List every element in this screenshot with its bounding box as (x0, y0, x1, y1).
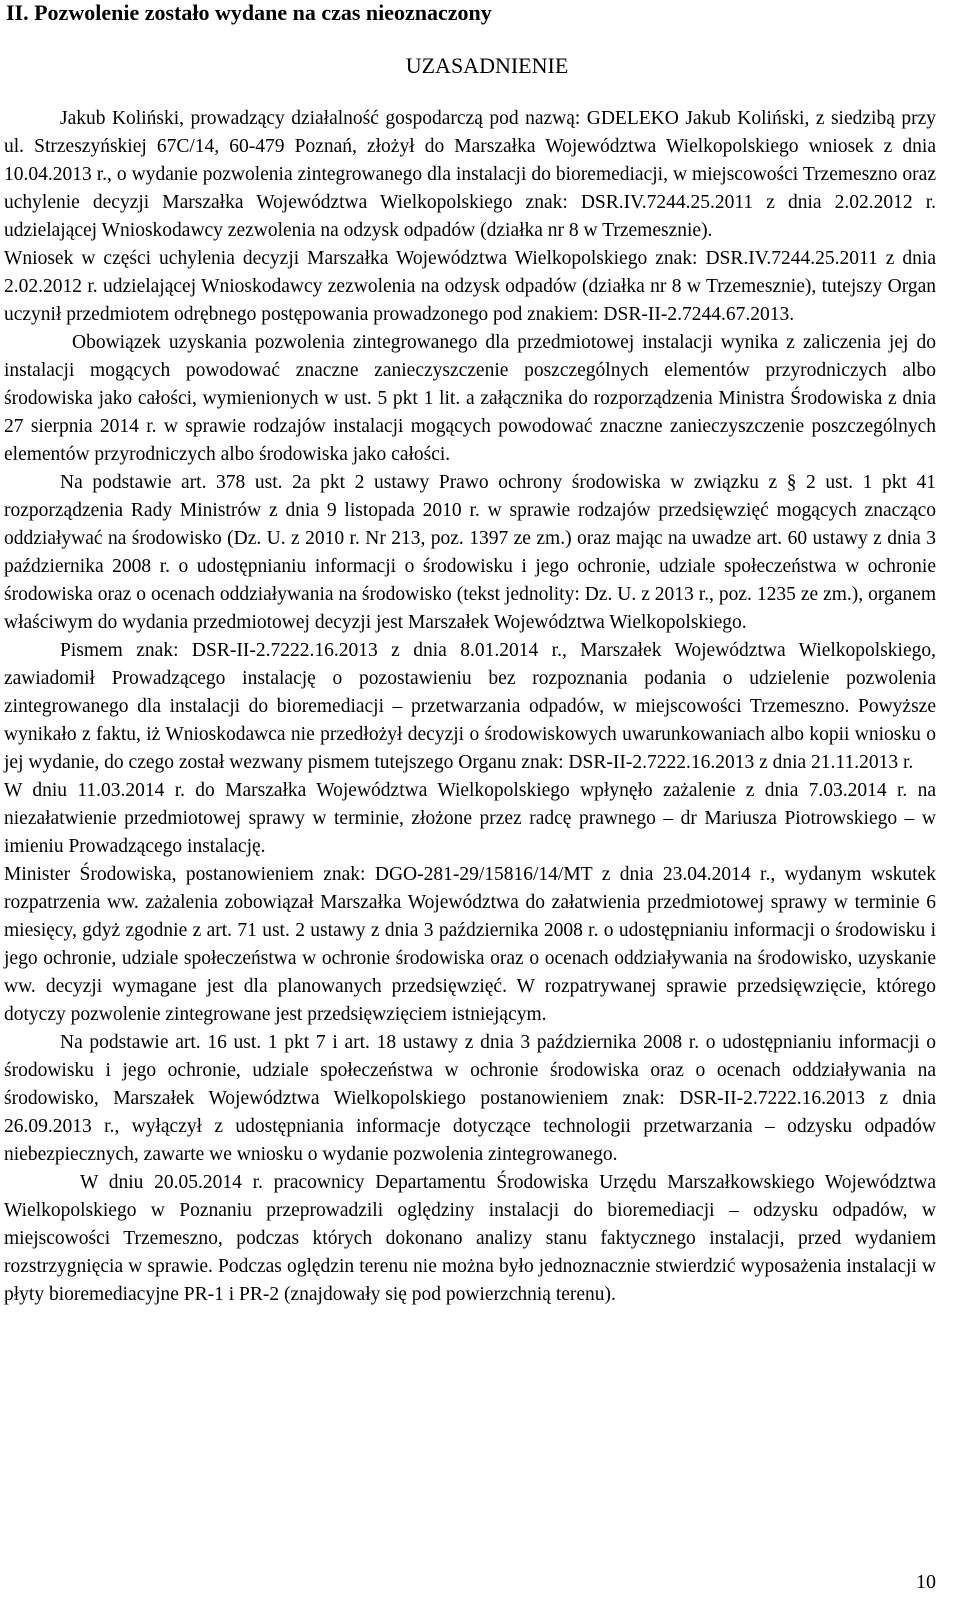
paragraph: W dniu 20.05.2014 r. pracownicy Departamentu Środowiska Urzędu Marszałkowskiego Województwa Wielkopolskiego w Poznaniu przeprowadzili oględziny instalacji do bioremediacji – odzysku odpadów, w miejscowości Trzemeszno, podczas których dokonano analizy stanu faktycznego instalacji, przed wydaniem rozstrzygnięcia w sprawie. Podczas oględzin terenu nie można było jednoznacznie stwierdzić wyposażenia instalacji w płyty bioremediacyjne PR-1 i PR-2 (znajdowały się pod powierzchnią terenu). (4, 1172, 936, 1305)
document-body (4, 105, 936, 1309)
section-heading: II. Pozwolenie zostało wydane na czas nieoznaczony (6, 0, 492, 25)
paragraph: Obowiązek uzyskania pozwolenia zintegrowanego dla przedmiotowej instalacji wynika z zaliczenia jej do instalacji mogących powodować znaczne zanieczyszczenie poszczególnych elementów przyrodniczych albo środowiska jako całości, wymienionych w ust. 5 pkt 1 lit. a załącznika do rozporządzenia Ministra Środowiska z dnia 27 sierpnia 2014 r. w sprawie rodzajów instalacji mogących powodować znaczne zanieczyszczenie poszczególnych elementów przyrodniczych albo środowiska jako całości. (4, 332, 936, 465)
page-title: UZASADNIENIE (405, 53, 569, 78)
paragraph: Wniosek w części uchylenia decyzji Marszałka Województwa Wielkopolskiego znak: DSR.IV.7244.25.2011 z dnia 2.02.2012 r. udzielającej Wnioskodawcy zezwolenia na odzysk odpadów (działka nr 8 w Trzemesznie), tutejszy Organ uczynił przedmiotem odrębnego postępowania prowadzonego pod znakiem: DSR-II-2.7244.67.2013. (4, 248, 936, 325)
paragraph: Minister Środowiska, postanowieniem znak: DGO-281-29/15816/14/MT z dnia 23.04.2014 r., wydanym wskutek rozpatrzenia ww. zażalenia zobowiązał Marszałka Województwa do załatwienia przedmiotowej sprawy w terminie 6 miesięcy, gdyż zgodnie z art. 71 ust. 2 ustawy z dnia 3 października 2008 r. o udostępnianiu informacji o środowisku i jego ochronie, udziale społeczeństwa w ochronie środowiska oraz o ocenach oddziaływania na środowisko, uzyskanie ww. decyzji wymagane jest dla planowanych przedsięwzięć. W rozpatrywanej sprawie przedsięwzięcie, którego dotyczy pozwolenie zintegrowane jest przedsięwzięciem istniejącym. (4, 864, 936, 1025)
paragraph: Pismem znak: DSR-II-2.7222.16.2013 z dnia 8.01.2014 r., Marszałek Województwa Wielkopolskiego, zawiadomił Prowadzącego instalację o pozostawieniu bez rozpoznania podania o udzielenie pozwolenia zintegrowanego dla instalacji do bioremediacji – przetwarzania odpadów, w miejscowości Trzemeszno. Powyższe wynikało z faktu, iż Wnioskodawca nie przedłożył decyzji o środowiskowych uwarunkowaniach albo kopii wniosku o jej wydanie, do czego został wezwany pismem tutejszego Organu znak: DSR-II-2.7222.16.2013 z dnia 21.11.2013 r. (4, 640, 936, 773)
paragraph: W dniu 11.03.2014 r. do Marszałka Województwa Wielkopolskiego wpłynęło zażalenie z dnia 7.03.2014 r. na niezałatwienie przedmiotowej sprawy w terminie, złożone przez radcę prawnego – dr Mariusza Piotrowskiego – w imieniu Prowadzącego instalację. (4, 780, 936, 857)
paragraph: Jakub Koliński, prowadzący działalność gospodarczą pod nazwą: GDELEKO Jakub Koliński, z siedzibą przy ul. Strzeszyńskiej 67C/14, 60-479 Poznań, złożył do Marszałka Województwa Wielkopolskiego wniosek z dnia 10.04.2013 r., o wydanie pozwolenia zintegrowanego dla instalacji do bioremediacji, w miejscowości Trzemeszno oraz uchylenie decyzji Marszałka Województwa Wielkopolskiego znak: DSR.IV.7244.25.2011 z dnia 2.02.2012 r. udzielającej Wnioskodawcy zezwolenia na odzysk odpadów (działka nr 8 w Trzemesznie). (4, 108, 936, 241)
page-number: 10 (916, 1571, 936, 1593)
paragraph: Na podstawie art. 16 ust. 1 pkt 7 i art. 18 ustawy z dnia 3 października 2008 r. o udostępnianiu informacji o środowisku i jego ochronie, udziale społeczeństwa w ochronie środowiska oraz o ocenach oddziaływania na środowisko, Marszałek Województwa Wielkopolskiego postanowieniem znak: DSR-II-2.7222.16.2013 z dnia 26.09.2013 r., wyłączył z udostępniania informacje dotyczące technologii przetwarzania – odzysku odpadów niebezpiecznych, zawarte we wniosku o wydanie pozwolenia zintegrowanego. (4, 1032, 936, 1165)
paragraph: Na podstawie art. 378 ust. 2a pkt 2 ustawy Prawo ochrony środowiska w związku z § 2 ust. 1 pkt 41 rozporządzenia Rady Ministrów z dnia 9 listopada 2010 r. w sprawie rodzajów przedsięwzięć mogących znacząco oddziaływać na środowisko (Dz. U. z 2010 r. Nr 213, poz. 1397 ze zm.) oraz mając na uwadze art. 60 ustawy z dnia 3 października 2008 r. o udostępnianiu informacji o środowisku i jego ochronie, udziale społeczeństwa w ochronie środowiska oraz o ocenach oddziaływania na środowisko (tekst jednolity: Dz. U. z 2013 r., poz. 1235 ze zm.), organem właściwym do wydania przedmiotowej decyzji jest Marszałek Województwa Wielkopolskiego. (4, 472, 936, 633)
